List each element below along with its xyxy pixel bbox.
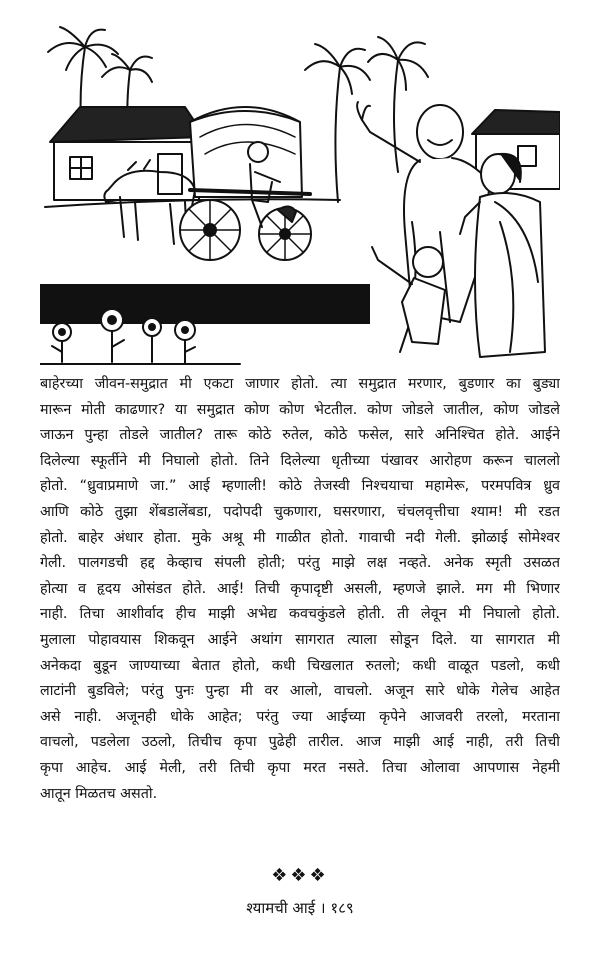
text-line: गेली. पालगडची हद्द केव्हाच संपली होती; परंतु माझे लक्ष नव्हते. अनेक स्मृती उसळत [40, 555, 560, 572]
text-line: जाऊन पुन्हा तोडले जातील? तारू कोठे रुतेल, कोठे फसेल, सारे अनिश्चित होते. आईने [40, 427, 560, 444]
text-line: असे नाही. अजूनही धोके आहेत; परंतु ज्या आईच्या कृपेने आजवरी तरलो, मरताना [40, 708, 560, 725]
text-line: कृपा आहेच. आई मेली, तरी तिची कृपा मरत नसते. तिचा ओलावा आपणास नेहमी [40, 759, 560, 776]
text-line: नाही. तिचा आशीर्वाद हीच माझी अभेद्य कवचकुंडले होती. ती लेवून मी निघालो होतो. [40, 606, 560, 623]
section-ornament: ❖❖❖ [271, 865, 329, 886]
footer-separator: । [319, 899, 326, 917]
text-line: वाचलो, पडलेला उठलो, तिचीच कृपा पुढेही तारील. आज माझी आई नाही, तरी तिची [40, 734, 560, 751]
page-number: १८९ [330, 899, 354, 917]
text-line: होतो. बाहेर अंधार होता. मुके अश्रू मी गाळीत होतो. गावाची नदी गेली. झोळाई सोमेश्वर [40, 529, 560, 546]
house-left [50, 107, 205, 200]
text-line: मुलाला पोहावयास शिकवून आईने अथांग सागरात त्याला सोडून दिले. या सागरात मी [40, 631, 560, 648]
illustration [40, 22, 560, 370]
book-title: श्यामची आई [246, 899, 316, 917]
text-line: लाटांनी बुडविले; परंतु पुनः पुन्हा मी वर आलो, वाचलो. अजून सारे धोके गेलेच आहेत [40, 683, 560, 700]
text-line: होत्या व हृदय ओसंडत होते. आई! तिची कृपादृष्टी असली, म्हणजे झाले. मग मी भिणार [40, 580, 560, 597]
text-line: दिलेल्या स्फूर्तीने मी निघालो होतो. तिने दिलेल्या धृतीच्या पंखावर आरोहण करून चाललो [40, 452, 560, 469]
text-line: मारून मोती काढणार? या समुद्रात कोण कोण भेटतील. कोण जोडले जातील, कोण जोडले [40, 401, 560, 418]
text-line: बाहेरच्या जीवन-समुद्रात मी एकटा जाणार होतो. त्या समुद्रात मरणार, बुडणार का बुड्या [40, 376, 560, 392]
text-line: होतो. “ध्रुवाप्रमाणे जा.” आई म्हणाली! कोठे तेजस्वी निश्चयाचा महामेरू, परमपवित्र ध्रुव [40, 478, 560, 495]
page-footer [0, 898, 600, 918]
text-line: अनेकदा बुडून जाण्याच्या बेतात होतो, कधी चिखलात रुतलो; कधी वाळूत पडलो, कधी [40, 657, 560, 674]
body-text [40, 372, 560, 807]
text-line: आतून मिळतच असतो. [40, 785, 158, 802]
text-line: आणि कोठे तुझा शेंबडालेंबडा, पदोपदी चुकणारा, घसरणारा, चंचलवृत्तीचा श्याम! मी रडत [40, 503, 560, 520]
